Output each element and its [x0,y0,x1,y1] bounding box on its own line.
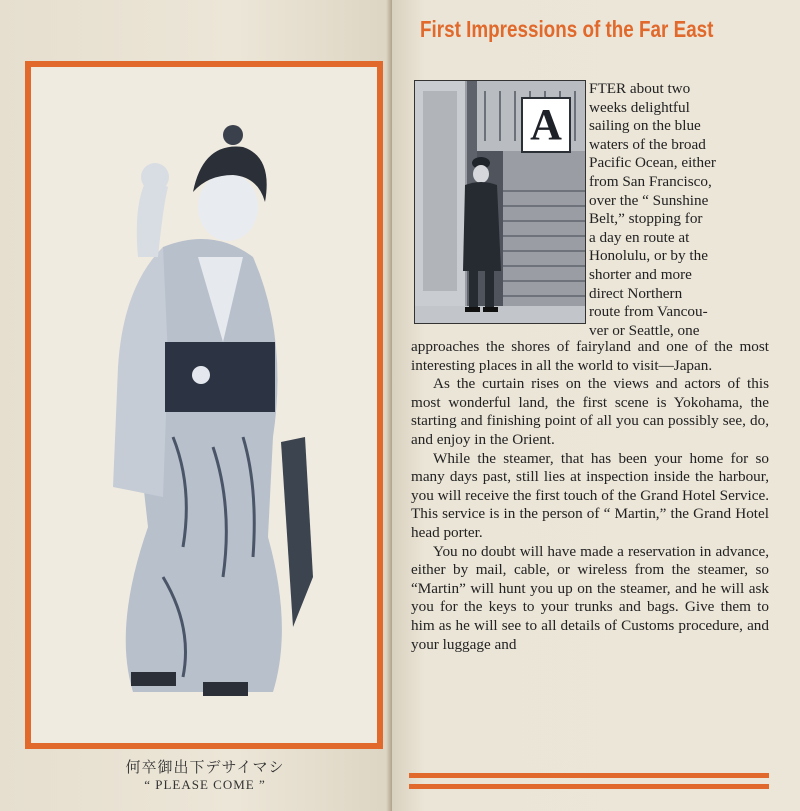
text-line: Pacific Ocean, either [589,154,716,172]
paragraph: As the curtain rises on the views and actors of this most wonderful land, the first scene is Yokohama, the starting and finishing point of all you can possibly see, do, and enjoy in the Orient. [411,375,769,448]
footer-rule-bottom [409,784,769,789]
left-page [0,0,392,811]
text-line: Honolulu, or by the [589,247,708,265]
text-line: shorter and more [589,265,692,283]
body-text [411,338,769,654]
text-line: FTER about two [589,80,691,97]
text-line: route from Vancou- [589,303,708,321]
intro-text-narrow [589,80,771,340]
kimono-woman-photo [93,107,323,707]
text-line: sailing on the blue [589,117,701,135]
paragraph: approaches the shores of fairyland and one of the most interesting places in all the world to visit—Japan. [411,338,769,374]
text-line: a day en route at [589,228,690,246]
text-line: direct Northern [589,284,683,302]
text-line: weeks delightful [589,98,690,116]
paragraph: While the steamer, that has been your home for so many days past, still lies at inspection inside the harbour, you will receive the first touch of the Grand Hotel Service. This service is in the person of “ Martin,” the Grand Hotel head porter. [411,449,769,541]
text-line: over the “ Sunshine [589,191,709,209]
text-line: waters of the broad [589,135,706,153]
page-title: First Impressions of the Far East [420,16,714,42]
drop-cap-letter: A [521,97,571,153]
text-line: ver or Seattle, one [589,321,700,339]
caption-japanese: 何卒御出下デサイマシ [125,758,285,776]
paragraph: You no doubt will have made a reservation in advance, either by mail, cable, or wireless from the steamer, so “Martin” will hunt you up on the steamer, and he will ask you for the keys to your trunks and bags. Give them to him as he will see to all details of Customs procedure, and your luggage and [411,542,769,653]
photo-frame [25,61,383,749]
footer-rule-top [409,773,769,778]
caption-english: “ PLEASE COME ” [144,777,266,792]
text-line: from San Francisco, [589,172,712,190]
text-line: Belt,” stopping for [589,210,703,228]
